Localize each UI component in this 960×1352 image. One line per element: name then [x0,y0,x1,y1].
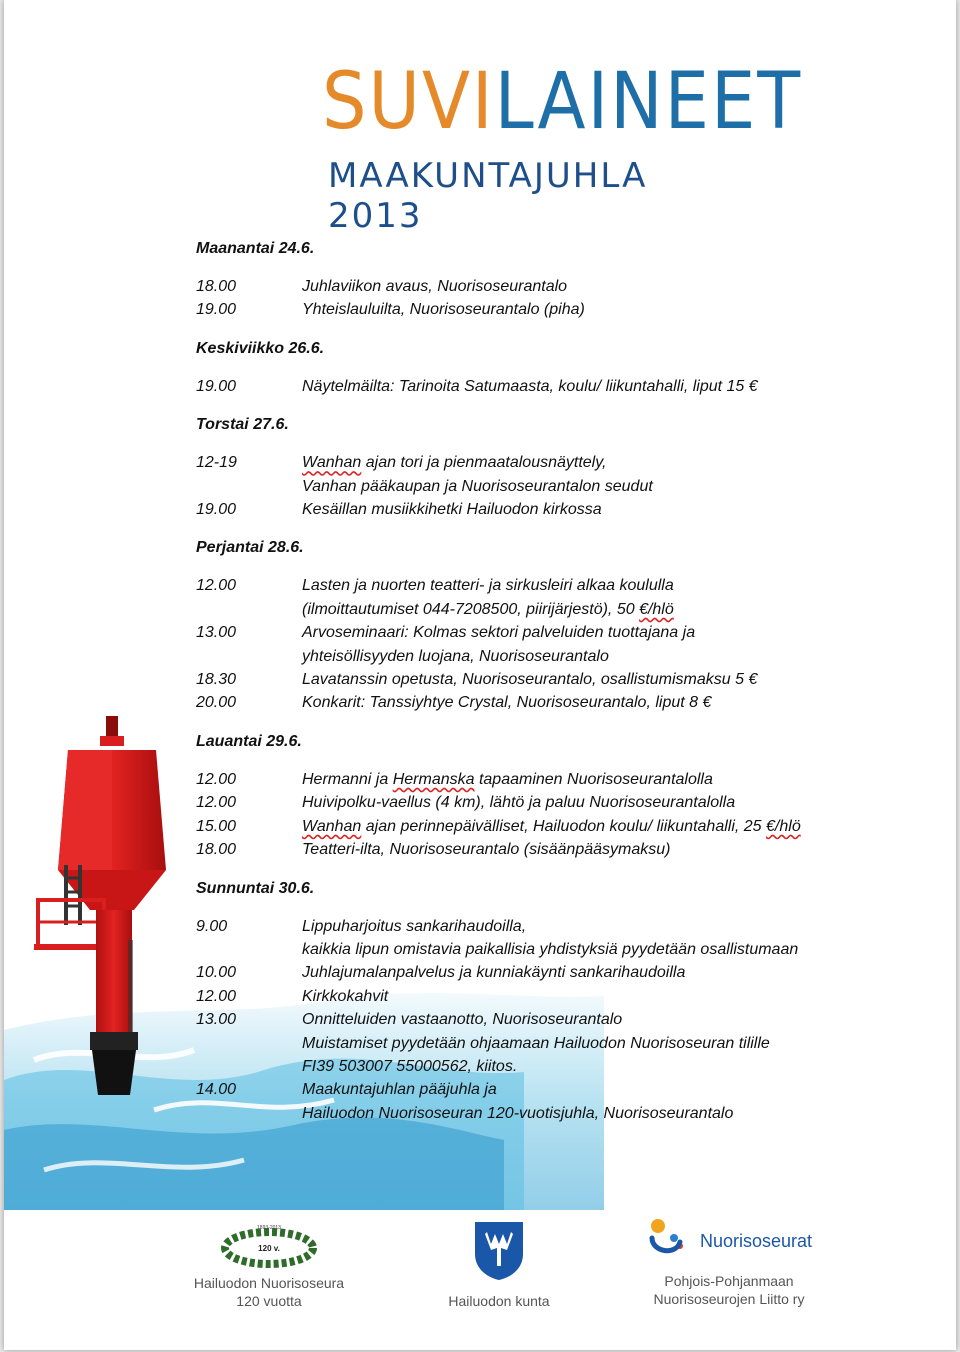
event-row [196,574,896,597]
day-section [196,338,896,398]
nuorisoseurat-logo-icon [646,1216,692,1262]
event-row [196,985,896,1008]
day-events [196,574,896,714]
sponsor-1-line-2: 120 vuotta [236,1293,302,1309]
day-section [196,537,896,714]
event-description: Hailuodon Nuorisoseuran 120-vuotisjuhla, Nuorisoseurantalo [302,1104,734,1122]
event-row [196,768,896,791]
event-time [196,645,302,668]
day-events [196,275,896,322]
event-description: Yhteislauluilta, Nuorisoseurantalo (piha) [302,301,585,319]
event-time: 12.00 [196,987,237,1005]
sponsor-nuorisoseurat [624,1210,834,1308]
day-section [196,238,896,322]
event-description: yhteisöllisyyden luojana, Nuorisoseurantalo [302,647,609,665]
event-row [196,938,896,961]
nuorisoseurat-brand: Nuorisoseurat [700,1231,813,1251]
sponsor-3-line-1: Pohjois-Pohjanmaan [664,1273,794,1289]
wreath-label: 120 v. [258,1244,280,1253]
day-section [196,731,896,862]
day-title: Torstai 27.6. [196,416,289,434]
event-description: Näytelmäilta: Tarinoita Satumaasta, koulu/ liikuntahalli, liput 15 € [302,377,758,395]
event-description: Kesäillan musiikkihetki Hailuodon kirkossa [302,501,602,519]
event-description: Kirkkokahvit [302,987,389,1005]
event-description: Arvoseminaari: Kolmas sektori palveluiden tuottajana ja [302,624,696,642]
event-row [196,1032,896,1055]
event-time [196,1032,302,1055]
event-time: 14.00 [196,1081,237,1099]
event-time: 13.00 [196,1011,237,1029]
event-description: Maakuntajuhlan pääjuhla ja [302,1081,497,1099]
event-description: (ilmoittautumiset 044-7208500, piirijärjestö), 50 €/hlö [302,600,674,618]
event-time [196,475,302,498]
event-time: 12.00 [196,770,237,788]
sponsor-hailuodon-nuorisoseura [174,1210,364,1310]
sponsor-2-name: Hailuodon kunta [448,1293,550,1309]
event-time [196,598,302,621]
sponsors-footer [4,1210,956,1340]
day-title: Keskiviikko 26.6. [196,339,325,357]
event-description: Konkarit: Tanssiyhtye Crystal, Nuorisoseurantalo, liput 8 € [302,694,712,712]
logo-part-laineet: LAINEET [494,57,803,147]
poster-page [4,0,956,1350]
day-events [196,768,896,862]
event-row [196,375,896,398]
logo-subtitle: MAAKUNTAJUHLA 2013 [328,156,648,236]
event-description: Juhlaviikon avaus, Nuorisoseurantalo [302,278,568,295]
day-title: Sunnuntai 30.6. [196,879,315,897]
day-section [196,414,896,521]
day-section [196,878,896,1126]
event-row [196,498,896,521]
event-time: 12-19 [196,454,237,472]
day-events [196,375,896,398]
event-schedule [196,238,896,1141]
event-time: 18.00 [196,278,237,295]
event-row [196,451,896,474]
event-row [196,1078,896,1101]
event-row [196,1102,896,1125]
event-description: Teatteri-ilta, Nuorisoseurantalo (sisäänpääsymaksu) [302,841,671,859]
day-events [196,451,896,521]
event-time [196,1102,302,1125]
event-row [196,1055,896,1078]
logo-part-suvi: SUVI [322,57,495,147]
event-time: 9.00 [196,917,228,935]
event-row [196,668,896,691]
event-description: Lasten ja nuorten teatteri- ja sirkusleiri alkaa koululla [302,577,674,595]
event-description: FI39 503007 55000562, kiitos. [302,1057,518,1075]
event-description: Wanhan ajan tori ja pienmaatalousnäyttely, [302,454,607,472]
event-row [196,791,896,814]
logo-title [322,57,803,147]
day-title: Perjantai 28.6. [196,539,304,557]
event-row [196,621,896,644]
event-row [196,645,896,668]
event-row [196,691,896,714]
event-time: 13.00 [196,624,237,642]
event-time: 19.00 [196,501,237,519]
event-row [196,275,896,298]
event-time [196,1055,302,1078]
sponsor-1-line-1: Hailuodon Nuorisoseura [193,1275,345,1291]
event-time: 18.00 [196,841,237,859]
event-row [196,1008,896,1031]
event-description: Juhlajumalanpalvelus ja kunniakäynti sankarihaudoilla [302,964,686,982]
event-description: Vanhan pääkaupan ja Nuorisoseurantalon seudut [302,477,653,495]
event-description: kaikkia lipun omistavia paikallisia yhdistyksiä pyydetään osallistumaan [302,940,799,958]
sponsor-3-line-2: Nuorisoseurojen Liitto ry [653,1291,805,1307]
event-row [196,915,896,938]
event-description: Lippuharjoitus sankarihaudoilla, [302,917,527,935]
event-time: 12.00 [196,577,237,595]
event-time: 20.00 [196,694,237,712]
event-description: Wanhan ajan perinnepäivälliset, Hailuodon koulu/ liikuntahalli, 25 €/hlö [302,817,801,835]
event-description: Onnitteluiden vastaanotto, Nuorisoseurantalo [302,1011,623,1029]
sponsor-hailuodon-kunta [424,1210,574,1310]
event-time [196,938,302,961]
event-time: 18.30 [196,671,237,689]
event-time: 12.00 [196,794,237,812]
event-description: Lavatanssin opetusta, Nuorisoseurantalo, osallistumismaksu 5 € [302,671,758,689]
event-description: Hermanni ja Hermanska tapaaminen Nuorisoseurantalolla [302,770,713,788]
event-time: 19.00 [196,301,237,319]
day-title: Lauantai 29.6. [196,732,302,750]
event-row [196,838,896,861]
event-time: 10.00 [196,964,237,982]
event-description: Muistamiset pyydetään ohjaamaan Hailuodon Nuorisoseuran tilille [302,1034,770,1052]
event-time: 15.00 [196,817,237,835]
event-row [196,598,896,621]
wreath-logo-icon [219,1220,319,1270]
day-title: Maanantai 24.6. [196,240,315,257]
suvilaineet-logo [322,57,803,236]
day-events [196,915,896,1126]
event-row [196,298,896,321]
event-description: Huivipolku-vaellus (4 km), lähtö ja paluu Nuorisoseurantalolla [302,794,736,812]
event-row [196,475,896,498]
event-time: 19.00 [196,377,237,395]
nuorisoseurat-logo [624,1216,834,1272]
wreath-years: 1893-2013 [257,1225,281,1231]
event-row [196,961,896,984]
coat-of-arms-icon [473,1220,525,1282]
event-row [196,815,896,838]
